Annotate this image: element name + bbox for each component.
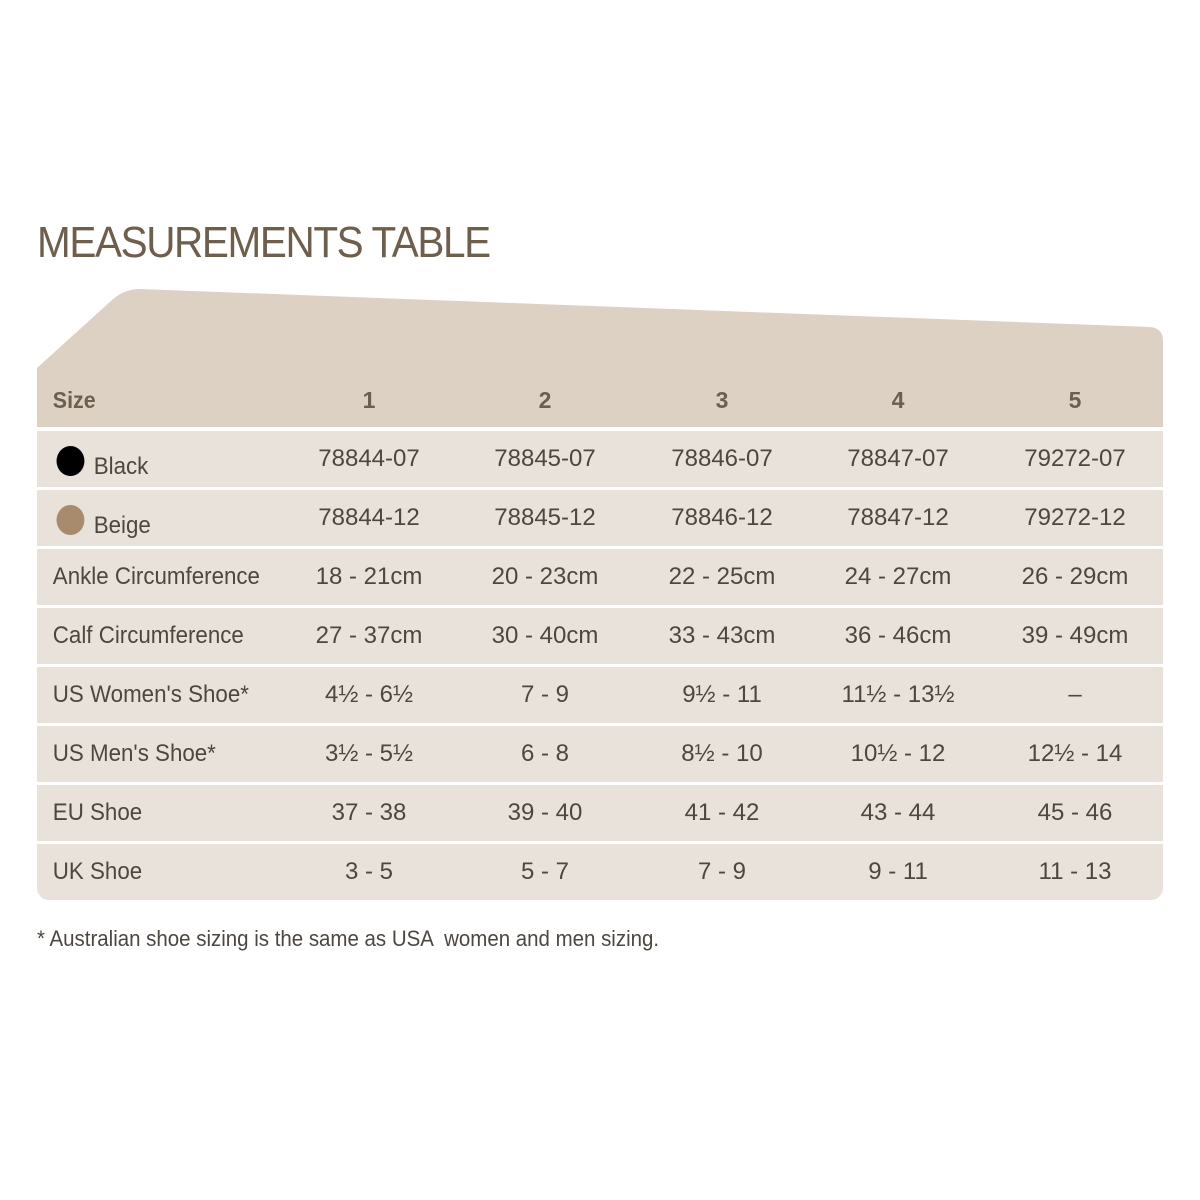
table-cell: 78844-12: [318, 504, 420, 531]
size-header-2: 2: [538, 386, 552, 413]
table-cell: 7 - 9: [520, 681, 570, 708]
table-cell: 4½ - 6½: [324, 681, 414, 708]
size-header-5: 5: [1068, 386, 1082, 413]
table-cell: 9½ - 11: [682, 681, 762, 708]
row-label: EU Shoe: [52, 799, 143, 826]
table-cell: 12½ - 14: [1027, 740, 1123, 767]
table-cell: 18 - 21cm: [315, 563, 423, 590]
table-cell: 33 - 43cm: [668, 622, 776, 649]
table-cell: 3½ - 5½: [324, 740, 414, 767]
table-row-uk: [37, 844, 1163, 900]
table-cell: 10½ - 12: [850, 740, 946, 767]
table-row-black: [37, 431, 1163, 487]
table-cell: 26 - 29cm: [1021, 563, 1129, 590]
table-cell: 43 - 44: [860, 799, 936, 826]
table-row-eu: [37, 785, 1163, 841]
row-label: Ankle Circumference: [52, 563, 260, 590]
table-cell: 45 - 46: [1037, 799, 1113, 826]
table-cell: 37 - 38: [331, 799, 407, 826]
table-header-band: [0, 0, 1200, 430]
table-cell: 11½ - 13½: [841, 681, 955, 708]
table-cell: 24 - 27cm: [844, 563, 952, 590]
table-cell: 36 - 46cm: [844, 622, 952, 649]
table-cell: 3 - 5: [344, 858, 394, 885]
table-cell: 27 - 37cm: [315, 622, 423, 649]
table-cell: 9 - 11: [868, 858, 928, 885]
table-cell: 39 - 40: [507, 799, 583, 826]
table-row-calf: [37, 608, 1163, 664]
table-cell: 78846-07: [671, 445, 773, 472]
row-label: Calf Circumference: [52, 622, 244, 649]
table-cell: 78847-07: [847, 445, 949, 472]
table-header-row: [37, 372, 1163, 428]
table-cell: 41 - 42: [684, 799, 760, 826]
size-header-3: 3: [715, 386, 729, 413]
table-row-beige: [37, 490, 1163, 546]
table-cell: 78847-12: [847, 504, 949, 531]
row-label: UK Shoe: [52, 858, 143, 885]
black-swatch-icon: [57, 446, 85, 476]
beige-swatch-icon: [57, 505, 85, 535]
table-cell: 30 - 40cm: [491, 622, 599, 649]
table-cell: 39 - 49cm: [1021, 622, 1129, 649]
page-title: MEASUREMENTS TABLE: [37, 218, 490, 267]
table-cell: 8½ - 10: [681, 740, 763, 767]
table-cell: 79272-12: [1024, 504, 1126, 531]
table-cell: 22 - 25cm: [668, 563, 776, 590]
row-label-text: Beige: [93, 512, 151, 539]
table-cell: 78844-07: [318, 445, 420, 472]
table-row-us-men: [37, 726, 1163, 782]
size-header-1: 1: [362, 386, 376, 413]
table-cell: –: [1068, 681, 1082, 708]
table-cell: 11 - 13: [1038, 858, 1112, 885]
row-label-black: [37, 444, 276, 480]
size-header-4: 4: [891, 386, 905, 413]
size-header-label: Size: [52, 386, 96, 413]
footnote: * Australian shoe sizing is the same as USA women and men sizing.: [37, 926, 660, 951]
table-cell: 6 - 8: [520, 740, 570, 767]
table-row-us-women: [37, 667, 1163, 723]
row-label-beige: [37, 503, 276, 539]
table-cell: 20 - 23cm: [491, 563, 599, 590]
row-label: US Men's Shoe*: [52, 740, 216, 767]
table-row-ankle: [37, 549, 1163, 605]
table-cell: 79272-07: [1024, 445, 1126, 472]
table-cell: 78845-12: [494, 504, 596, 531]
table-cell: 5 - 7: [520, 858, 570, 885]
table-cell: 78845-07: [494, 445, 596, 472]
table-cell: 78846-12: [671, 504, 773, 531]
row-label: US Women's Shoe*: [52, 681, 249, 708]
row-label-text: Black: [93, 453, 149, 480]
table-cell: 7 - 9: [697, 858, 747, 885]
